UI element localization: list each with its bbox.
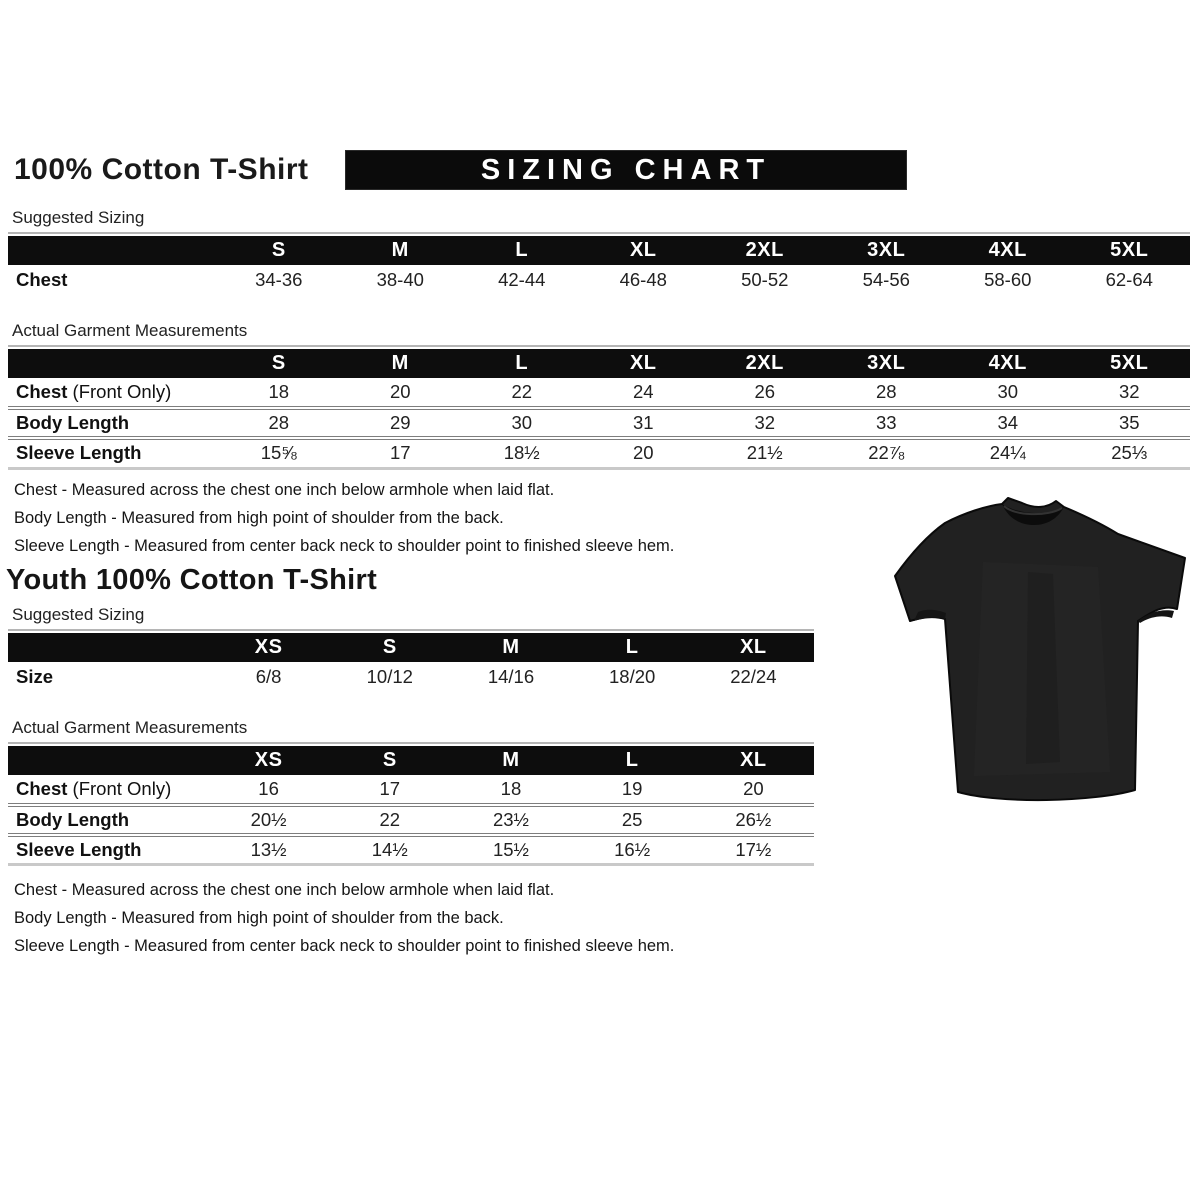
size-header-row <box>8 349 1190 378</box>
row-label-suffix: (Front Only) <box>67 777 172 799</box>
table-row <box>8 662 814 692</box>
measurement-value: 15½ <box>450 835 571 865</box>
measurement-value: 16½ <box>572 835 693 865</box>
measurement-value: 20 <box>583 438 705 468</box>
divider-line <box>8 232 1190 234</box>
youth-actual-measurements-table <box>8 746 814 867</box>
table-row <box>8 265 1190 295</box>
size-header-row <box>8 746 814 775</box>
tshirt-graphic <box>888 492 1193 804</box>
size-column-header: XL <box>583 349 705 378</box>
size-range-value: 10/12 <box>366 665 413 687</box>
measurement-note: Body Length - Measured from high point of shoulder from the back. <box>14 909 504 927</box>
table-row-sleeve-length <box>8 438 1190 468</box>
measurement-value: 13½ <box>208 835 329 865</box>
row-label: Chest <box>16 269 68 290</box>
measurement-value: 32 <box>704 408 826 438</box>
size-range-value: 6/8 <box>255 665 282 687</box>
size-column-header: XL <box>693 633 814 662</box>
measurement-value: 20 <box>389 381 411 402</box>
size-column-header: 4XL <box>947 236 1069 265</box>
row-label-suffix: (Front Only) <box>67 381 172 402</box>
measurement-value: 26 <box>754 381 776 402</box>
youth-actual-measurements-label: Actual Garment Measurements <box>12 717 248 737</box>
measurement-value: 30 <box>461 408 583 438</box>
measurement-value: 16 <box>258 777 279 799</box>
empty-header-cell <box>8 236 218 265</box>
size-range-value: 14/16 <box>487 665 535 687</box>
row-label: Body Length <box>8 805 208 835</box>
row-label-main: Chest <box>16 381 68 402</box>
size-column-header: L <box>461 349 583 378</box>
size-column-header: 5XL <box>1069 349 1191 378</box>
measurement-value: 22 <box>511 381 533 402</box>
size-column-header: S <box>218 349 340 378</box>
measurement-value: 30 <box>997 381 1019 402</box>
size-column-header: 4XL <box>947 349 1069 378</box>
measurement-value: 28 <box>875 381 897 402</box>
measurement-value: 14½ <box>329 835 450 865</box>
divider-line <box>8 742 814 744</box>
row-label-main: Chest <box>16 777 68 799</box>
measurement-value: 29 <box>340 408 462 438</box>
measurement-note: Body Length - Measured from high point of shoulder from the back. <box>14 508 504 527</box>
size-column-header: 2XL <box>704 349 826 378</box>
measurement-value: 22⅞ <box>826 438 948 468</box>
size-range-value: 54-56 <box>862 269 910 290</box>
table-row-body-length <box>8 805 814 835</box>
size-range-value: 46-48 <box>619 269 667 290</box>
size-range-value: 50-52 <box>741 269 789 290</box>
size-range-value: 38-40 <box>376 269 424 290</box>
size-column-header: 5XL <box>1069 236 1191 265</box>
header-row <box>14 150 1200 196</box>
measurement-value: 17½ <box>693 835 814 865</box>
row-label: Body Length <box>8 408 218 438</box>
measurement-value: 33 <box>826 408 948 438</box>
page-title: 100% Cotton T-Shirt <box>14 153 309 186</box>
measurement-value: 25⅓ <box>1069 438 1191 468</box>
size-range-value: 34-36 <box>255 269 303 290</box>
measurement-note: Chest - Measured across the chest one inch below armhole when laid flat. <box>14 881 555 899</box>
size-column-header: XL <box>583 236 705 265</box>
measurement-value: 21½ <box>704 438 826 468</box>
tshirt-product-photo <box>888 492 1193 804</box>
size-column-header: 2XL <box>704 236 826 265</box>
row-label: Size <box>16 665 54 687</box>
measurement-note: Sleeve Length - Measured from center back neck to shoulder point to finished sleeve hem. <box>14 937 675 955</box>
measurement-value: 25 <box>572 805 693 835</box>
empty-header-cell <box>8 349 218 378</box>
size-column-header: XS <box>208 633 329 662</box>
size-column-header: XS <box>208 746 329 775</box>
measurement-value: 35 <box>1069 408 1191 438</box>
sizing-chart-banner: SIZING CHART <box>345 150 907 190</box>
table-row-sleeve-length <box>8 835 814 865</box>
measurement-value: 24 <box>632 381 654 402</box>
size-column-header: XL <box>693 746 814 775</box>
size-range-value: 58-60 <box>984 269 1032 290</box>
measurement-value: 17 <box>340 438 462 468</box>
size-header-row <box>8 236 1190 265</box>
size-column-header: M <box>340 236 462 265</box>
size-column-header: M <box>450 746 571 775</box>
size-column-header: M <box>450 633 571 662</box>
size-column-header: S <box>329 746 450 775</box>
measurement-value: 22 <box>329 805 450 835</box>
measurement-value: 15⅝ <box>218 438 340 468</box>
empty-header-cell <box>8 746 208 775</box>
table-row-chest <box>8 378 1190 408</box>
size-column-header: 3XL <box>826 236 948 265</box>
size-range-value: 42-44 <box>498 269 546 290</box>
divider-line <box>8 345 1190 347</box>
youth-measurement-notes <box>14 880 1200 956</box>
size-range-value: 18/20 <box>609 665 656 687</box>
measurement-value: 34 <box>947 408 1069 438</box>
measurement-note: Chest - Measured across the chest one inch below armhole when laid flat. <box>14 480 555 499</box>
adult-suggested-sizing-label: Suggested Sizing <box>12 208 145 227</box>
table-row-body-length <box>8 408 1190 438</box>
empty-header-cell <box>8 633 208 662</box>
size-column-header: S <box>329 633 450 662</box>
row-label: Sleeve Length <box>8 835 208 865</box>
adult-suggested-sizing-table <box>8 236 1190 295</box>
size-header-row <box>8 633 814 662</box>
size-range-value: 62-64 <box>1105 269 1153 290</box>
row-label <box>8 775 208 805</box>
adult-actual-measurements-label: Actual Garment Measurements <box>12 321 248 340</box>
size-column-header: S <box>218 236 340 265</box>
size-column-header: 3XL <box>826 349 948 378</box>
measurement-value: 18 <box>268 381 290 402</box>
youth-suggested-sizing-table <box>8 633 814 692</box>
measurement-value: 31 <box>583 408 705 438</box>
measurement-value: 19 <box>621 777 643 799</box>
table-row-chest <box>8 775 814 805</box>
measurement-value: 17 <box>379 777 401 799</box>
divider-line <box>8 629 814 631</box>
row-label: Sleeve Length <box>8 438 218 468</box>
measurement-value: 24¼ <box>947 438 1069 468</box>
measurement-value: 23½ <box>450 805 571 835</box>
row-label <box>8 378 218 408</box>
size-column-header: L <box>572 633 693 662</box>
measurement-value: 20 <box>743 777 764 799</box>
youth-section-title: Youth 100% Cotton T-Shirt <box>6 563 378 596</box>
measurement-value: 20½ <box>208 805 329 835</box>
measurement-note: Sleeve Length - Measured from center back neck to shoulder point to finished sleeve hem. <box>14 536 675 555</box>
size-column-header: L <box>572 746 693 775</box>
youth-suggested-sizing-label: Suggested Sizing <box>12 604 145 624</box>
size-column-header: M <box>340 349 462 378</box>
measurement-value: 26½ <box>693 805 814 835</box>
measurement-value: 32 <box>1118 381 1140 402</box>
measurement-value: 28 <box>218 408 340 438</box>
adult-actual-measurements-table <box>8 349 1190 470</box>
size-range-value: 22/24 <box>730 665 777 687</box>
measurement-value: 18 <box>500 777 522 799</box>
measurement-value: 18½ <box>461 438 583 468</box>
size-column-header: L <box>461 236 583 265</box>
